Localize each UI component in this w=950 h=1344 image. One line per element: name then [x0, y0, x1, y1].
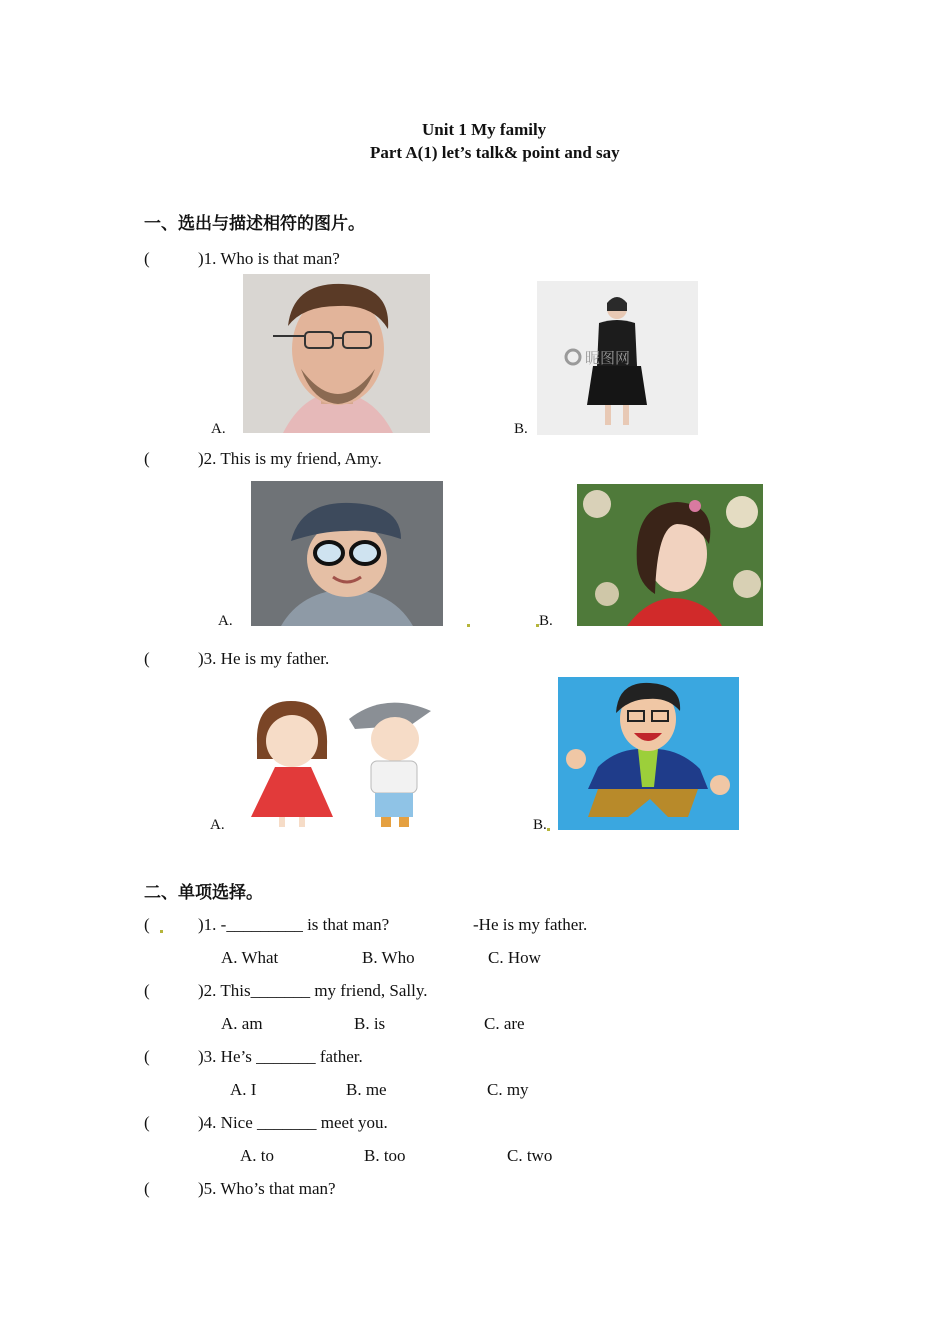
s2-q2-option-b: B. is — [354, 1014, 386, 1033]
s2-q4-paren: ( — [144, 1113, 150, 1132]
s2-q1-option-a: A. What — [221, 948, 279, 967]
q1-label-a: A. — [211, 421, 226, 437]
s2-q4-option-c: C. two — [507, 1146, 553, 1165]
s2-q3-option-c: C. my — [487, 1080, 529, 1099]
s2-q3-paren: ( — [144, 1047, 150, 1066]
s2-q2-paren: ( — [144, 981, 150, 1000]
q2-label-a: A. — [218, 613, 233, 629]
q3-paren: ( — [144, 649, 150, 668]
s2-q2-option-c: C. are — [484, 1014, 525, 1033]
photo-boy-cap — [251, 481, 443, 626]
s2-q2-option-a: A. am — [221, 1014, 263, 1033]
watermark-text: 昵图网 — [585, 349, 631, 367]
page-title: Unit 1 My family — [422, 120, 547, 139]
q1-label-b: B. — [514, 421, 528, 437]
s2-q3-option-a: A. I — [230, 1080, 257, 1099]
marker-dot — [547, 828, 550, 831]
cartoon-girl-boy — [235, 689, 439, 830]
section2-heading: 二、单项选择。 — [144, 883, 263, 903]
s2-q3-text: )3. He’s _______ father. — [198, 1047, 363, 1066]
q2-label-b: B. — [539, 613, 553, 629]
s2-q4-option-b: B. too — [364, 1146, 406, 1165]
q1-text: )1. Who is that man? — [198, 249, 340, 268]
page-subtitle: Part A(1) let’s talk& point and say — [370, 143, 620, 162]
section1-heading: 一、选出与描述相符的图片。 — [144, 214, 365, 234]
s2-q5-paren: ( — [144, 1179, 150, 1198]
photo-man-glasses — [243, 274, 430, 433]
s2-q4-option-a: A. to — [240, 1146, 274, 1165]
s2-q1-paren: ( — [144, 915, 150, 934]
s2-q1-answer: -He is my father. — [473, 915, 588, 934]
q3-label-a: A. — [210, 817, 225, 833]
s2-q1-option-b: B. Who — [362, 948, 415, 967]
s2-q2-text: )2. This_______ my friend, Sally. — [198, 981, 428, 1000]
q1-paren: ( — [144, 249, 150, 268]
s2-q1-text: )1. -_________ is that man? — [198, 915, 390, 934]
marker-dot — [536, 624, 539, 627]
cartoon-father — [558, 677, 739, 830]
s2-q3-option-b: B. me — [346, 1080, 387, 1099]
s2-q4-text: )4. Nice _______ meet you. — [198, 1113, 388, 1132]
photo-girl-amy — [577, 484, 763, 626]
q3-text: )3. He is my father. — [198, 649, 330, 668]
marker-dot — [467, 624, 470, 627]
q3-label-b: B. — [533, 817, 547, 833]
photo-woman-suit — [537, 281, 698, 435]
marker-dot — [160, 930, 163, 933]
s2-q1-option-c: C. How — [488, 948, 541, 967]
s2-q5-text: )5. Who’s that man? — [198, 1179, 336, 1198]
q2-paren: ( — [144, 449, 150, 468]
q2-text: )2. This is my friend, Amy. — [198, 449, 382, 468]
